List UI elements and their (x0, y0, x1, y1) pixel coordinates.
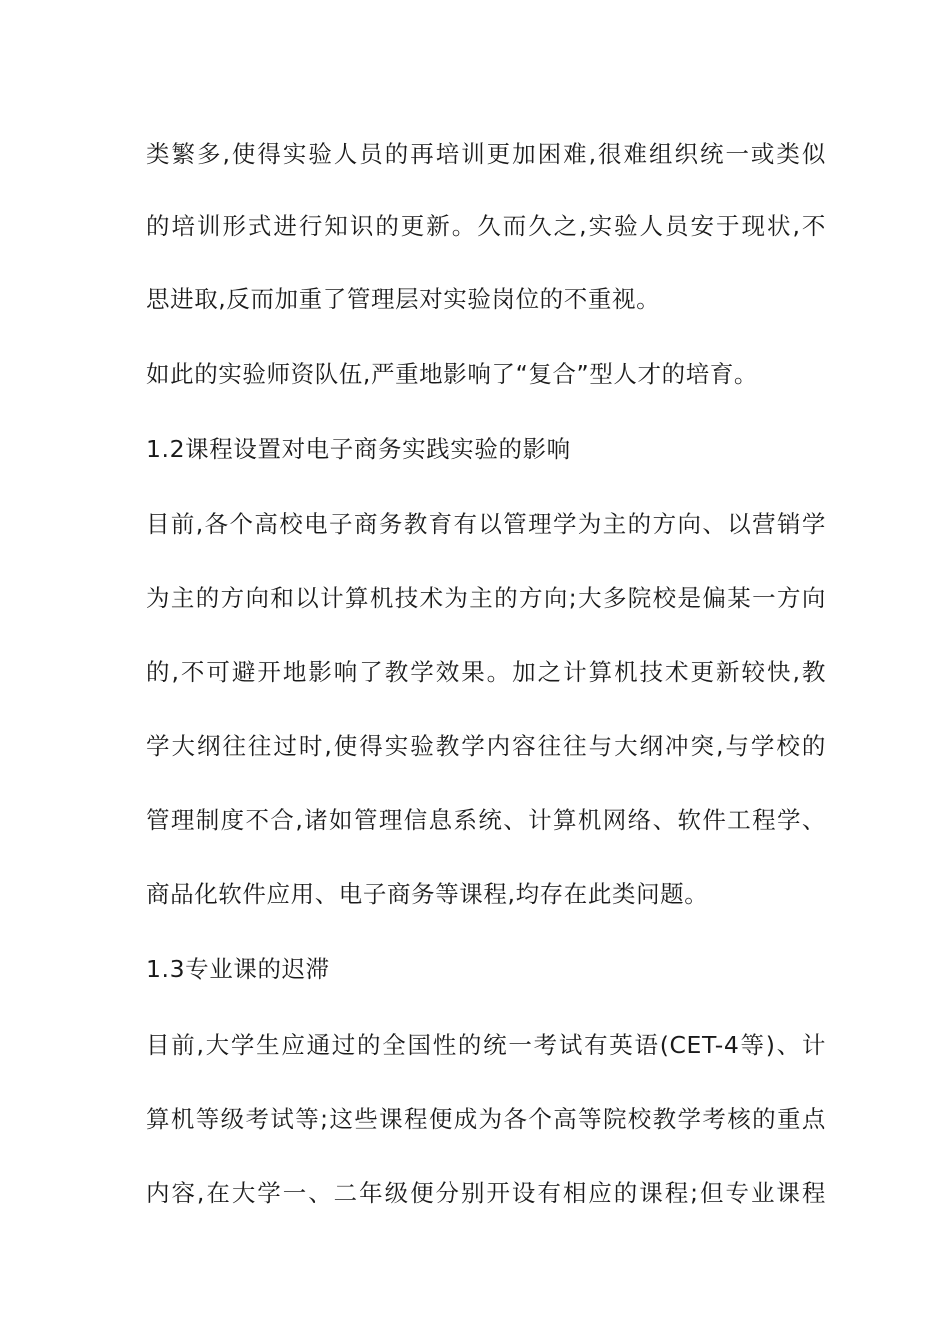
paragraph-line: 商品化软件应用、电子商务等课程,均存在此类问题。 (146, 880, 709, 908)
paragraph-line: 思进取,反而加重了管理层对实验岗位的不重视。 (146, 285, 661, 313)
paragraph-line: 的,不可避开地影响了教学效果。加之计算机技术更新较快,教 (146, 658, 826, 686)
paragraph-line: 类繁多,使得实验人员的再培训更加困难,很难组织统一或类似 (146, 140, 826, 168)
paragraph-line: 管理制度不合,诸如管理信息系统、计算机网络、软件工程学、 (146, 806, 826, 834)
paragraph-line: 为主的方向和以计算机技术为主的方向;大多院校是偏某一方向 (146, 584, 826, 612)
paragraph-line: 的培训形式进行知识的更新。久而久之,实验人员安于现状,不 (146, 212, 826, 240)
section-heading: 1.2课程设置对电子商务实践实验的影响 (146, 435, 571, 463)
paragraph-line: 算机等级考试等;这些课程便成为各个高等院校教学考核的重点 (146, 1105, 826, 1133)
section-heading: 1.3专业课的迟滞 (146, 955, 330, 983)
paragraph-line: 如此的实验师资队伍,严重地影响了“复合”型人才的培育。 (146, 360, 759, 388)
paragraph-line: 目前,各个高校电子商务教育有以管理学为主的方向、以营销学 (146, 510, 826, 538)
paragraph-line: 内容,在大学一、二年级便分别开设有相应的课程;但专业课程 (146, 1179, 826, 1207)
paragraph-line: 学大纲往往过时,使得实验教学内容往往与大纲冲突,与学校的 (146, 732, 826, 760)
paragraph-line: 目前,大学生应通过的全国性的统一考试有英语(CET-4等)、计 (146, 1031, 826, 1059)
